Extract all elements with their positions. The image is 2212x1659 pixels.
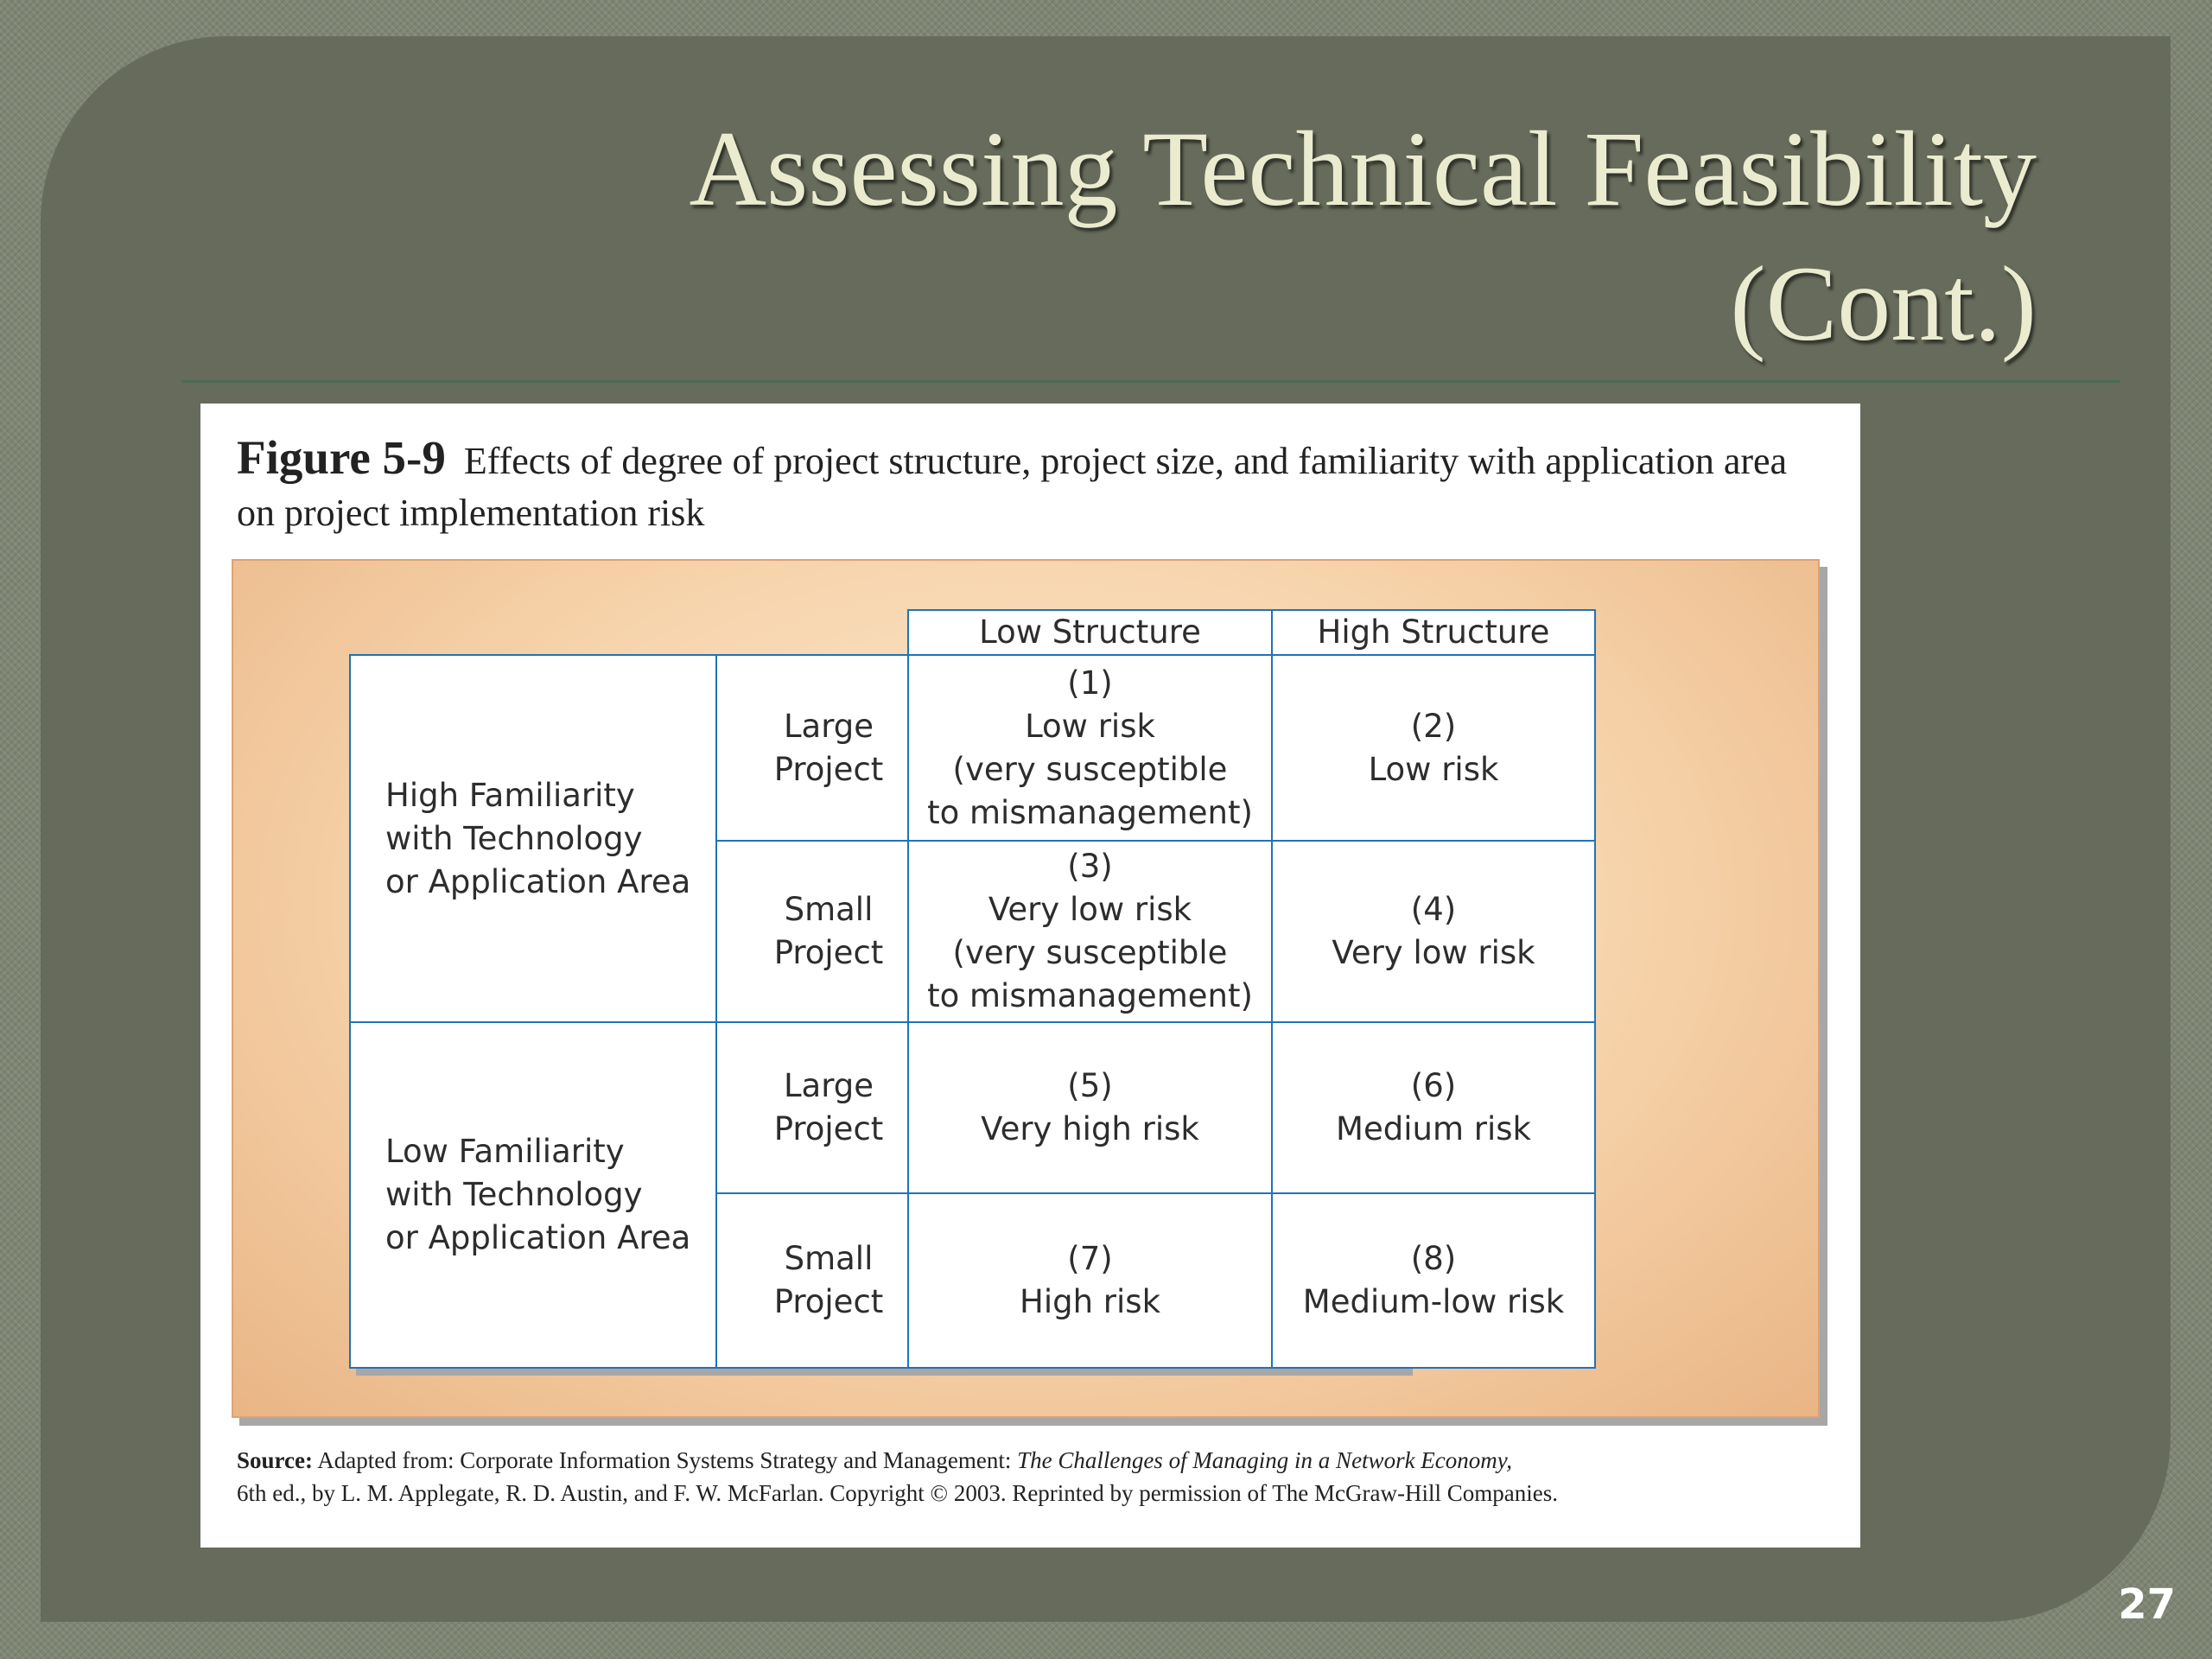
figure-source-note [237,1444,1835,1510]
project-size-label: Small Project [773,891,884,971]
source-text-italic: The Challenges of Managing in a Network Economy, [1017,1447,1513,1473]
column-header-low-structure [907,609,1273,656]
risk-cell-text: (4) Very low risk [1332,891,1535,971]
source-text-2: 6th ed., by L. M. Applegate, R. D. Austin, and F. W. McFarlan. Copyright © 2003. Reprinted by permission of The McGraw-Hill Companies. [237,1480,1558,1506]
source-label: Source: [237,1447,313,1473]
group-label-high-familiarity [349,654,717,1023]
project-size-label: Large Project [773,1067,884,1147]
project-size-small-1 [715,840,909,1023]
risk-cell-7 [907,1192,1273,1369]
page-number: 27 [2118,1580,2176,1629]
column-header-label: High Structure [1317,613,1550,651]
risk-cell-2 [1271,654,1596,842]
risk-cell-4 [1271,840,1596,1023]
group-label-text: Low Familiarity with Technology or Application Area [385,1133,691,1256]
slide-title-line-1: Assessing Technical Feasibility [689,110,2037,228]
risk-cell-text: (3) Very low risk (very susceptible to mismanagement) [927,848,1253,1014]
risk-cell-text: (1) Low risk (very susceptible to mismanagement) [927,664,1253,831]
project-size-large-2 [715,1021,909,1194]
project-size-label: Large Project [773,707,884,788]
figure-background-box [232,559,1820,1418]
column-header-label: Low Structure [979,613,1201,651]
source-text-1: Adapted from: Corporate Information Systems Strategy and Management: [317,1447,1012,1473]
risk-cell-text: (8) Medium-low risk [1302,1240,1565,1320]
group-label-low-familiarity [349,1021,717,1369]
figure-caption [237,432,1827,539]
figure-card [200,404,1860,1548]
project-size-large-1 [715,654,909,842]
risk-cell-text: (5) Very high risk [981,1067,1199,1147]
group-label-text: High Familiarity with Technology or Application Area [385,776,691,900]
risk-cell-text: (6) Medium risk [1336,1067,1531,1147]
risk-cell-1 [907,654,1273,842]
figure-label: Figure 5-9 [237,431,446,484]
risk-cell-3 [907,840,1273,1023]
project-size-small-2 [715,1192,909,1369]
risk-cell-8 [1271,1192,1596,1369]
project-size-label: Small Project [773,1240,884,1320]
risk-cell-6 [1271,1021,1596,1194]
figure-caption-text: Effects of degree of project structure, project size, and familiarity with application area on project implementation risk [237,440,1788,534]
slide-title-line-2: (Cont.) [1730,245,2037,363]
risk-cell-text: (2) Low risk [1368,707,1499,788]
column-header-high-structure [1271,609,1596,656]
risk-cell-5 [907,1021,1273,1194]
risk-cell-text: (7) High risk [1020,1240,1160,1320]
title-divider [181,380,2120,383]
